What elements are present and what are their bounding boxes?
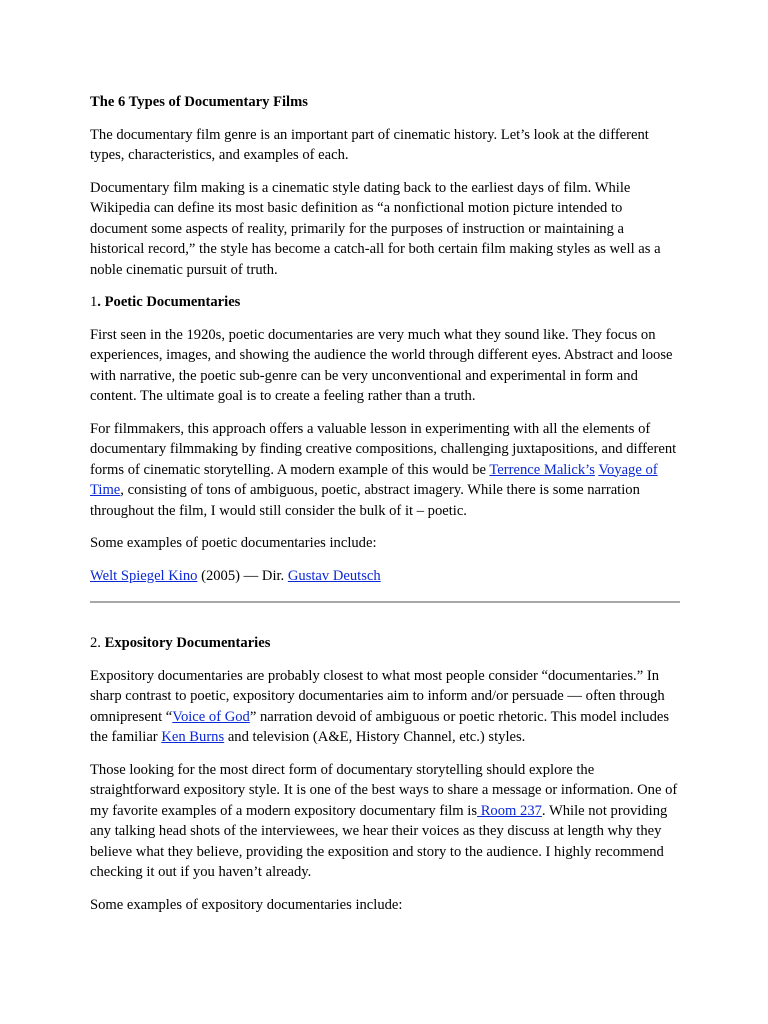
section-1-heading	[90, 292, 680, 313]
intro-paragraph-1-text: The documentary film genre is an important part of cinematic history. Let’s look at the different types, characteristics, and examples of each.	[90, 126, 649, 163]
section-2-paragraph-1-text-middle: ” narration devoid of ambiguous or poetic rhetoric. This model includes the familiar	[90, 708, 670, 745]
ken-burns-link[interactable]: Ken Burns	[161, 729, 225, 745]
section-2-examples-intro-text: Some examples of expository documentaries include:	[90, 896, 403, 913]
section-2-examples-intro	[90, 895, 680, 916]
section-1-paragraph-2-text-start: For filmmakers, this approach offers a valuable lesson in experimenting with all the elements of documentary filmmaking by finding creative compositions, challenging juxtapositions, and different forms of cinematic storytelling. A modern example of this would be	[90, 420, 677, 478]
section-1-paragraph-2-text-end: , consisting of tons of ambiguous, poetic, abstract imagery. While there is some narration throughout the film, I would still consider the bulk of it – poetic.	[90, 482, 640, 519]
section-2-number: 2.	[90, 635, 101, 651]
section-2-heading-text: Expository Documentaries	[104, 635, 271, 651]
terrence-malick-link[interactable]: Terrence Malick’s	[489, 461, 595, 478]
welt-spiegel-kino-link[interactable]: Welt Spiegel Kino	[90, 567, 198, 584]
section-1-paragraph-1	[90, 325, 680, 407]
voyage-of-time-link[interactable]: Voyage of Time	[90, 461, 658, 498]
section-2-paragraph-1-text-end: and television (A&E, History Channel, etc.) styles.	[224, 729, 526, 745]
section-2-paragraph-2-text-start: Those looking for the most direct form of documentary storytelling should explore the straightforward expository style. It is one of the best ways to share a message or information. One of my favorite examples of a modern expository documentary film is	[90, 761, 678, 819]
document-title	[90, 92, 680, 113]
gustav-deutsch-link[interactable]: Gustav Deutsch	[287, 567, 381, 584]
section-2-paragraph-2-text-end: . While not providing any talking head shots of the interviewees, we hear their voices as they discuss at length why they believe what they believe, providing the exposition and story to the audience. I highly recommend checking it out if you haven’t already.	[90, 802, 668, 880]
section-2-heading	[90, 633, 680, 654]
section-2-paragraph-1-text-start: Expository documentaries are probably closest to what most people consider “documentaries.” In sharp contrast to poetic, expository documentaries aim to inform and/or persuade — often through omnipresent “	[90, 667, 665, 725]
section-2-paragraph-1	[90, 666, 680, 748]
section-2-paragraph-2	[90, 760, 680, 883]
intro-paragraph-2-text: Documentary film making is a cinematic style dating back to the earliest days of film. While Wikipedia can define its most basic definition as “a nonfictional motion picture intended to document some aspects of reality, primarily for the purposes of instruction or maintaining a historical record,” the style has become a catch-all for both certain film making styles as well as a noble cinematic pursuit of truth.	[90, 179, 661, 278]
section-1-examples-intro-text: Some examples of poetic documentaries include:	[90, 535, 377, 551]
section-divider	[90, 601, 680, 603]
section-1-number-punct: .	[97, 294, 101, 310]
room-237-link[interactable]: Room 237	[477, 802, 542, 819]
section-1-paragraph-1-text: First seen in the 1920s, poetic documentaries are very much what they sound like. They focus on experiences, images, and showing the audience the world through different eyes. Abstract and loose with narrative, the poetic sub-genre can be very unconventional and experimental in form and content. The ultimate goal is to create a feeling rather than a truth.	[90, 326, 673, 404]
document-body	[90, 92, 680, 927]
section-1-paragraph-2	[90, 419, 680, 522]
section-1-examples-intro	[90, 533, 680, 554]
example-year-director-label: (2005) — Dir.	[197, 567, 288, 584]
section-1-heading-text: Poetic Documentaries	[104, 294, 241, 310]
voice-of-god-link[interactable]: Voice of God	[172, 708, 250, 725]
document-title-text: The 6 Types of Documentary Films	[90, 94, 308, 110]
section-1-example-item	[90, 566, 680, 587]
intro-paragraph-1	[90, 125, 680, 166]
section-1-number: 1	[90, 294, 98, 310]
intro-paragraph-2	[90, 178, 680, 281]
